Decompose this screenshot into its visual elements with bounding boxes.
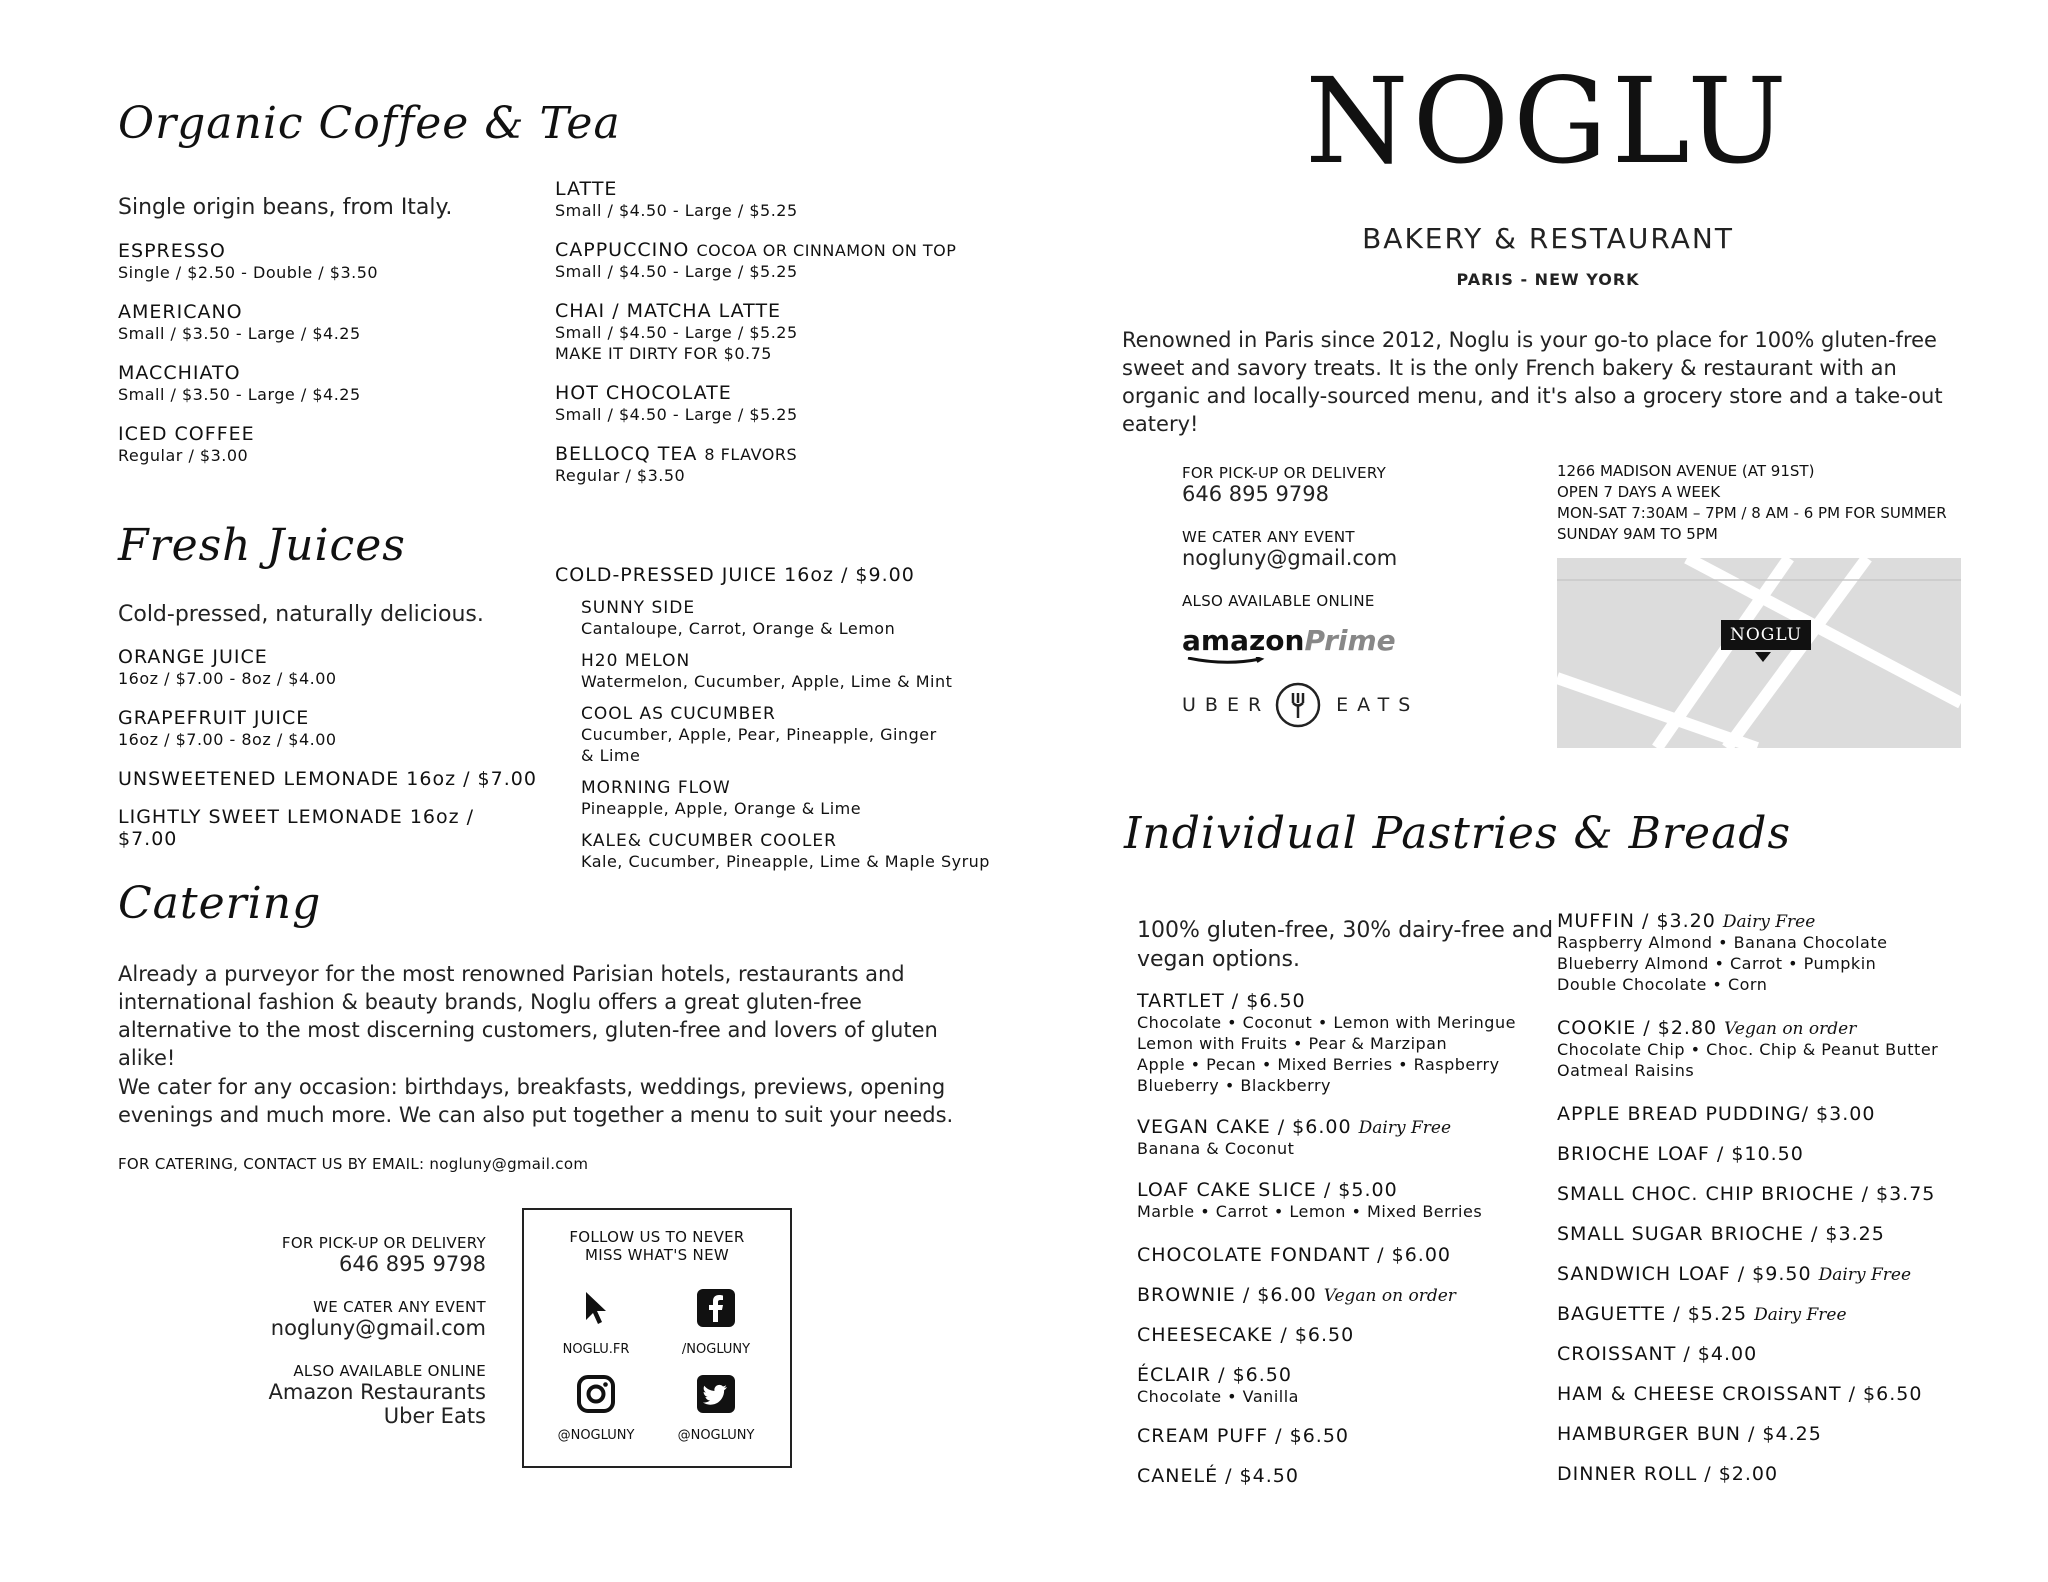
pastries-heading: Individual Pastries & Breads — [1124, 808, 1792, 859]
instagram-icon — [576, 1374, 616, 1414]
menu-item — [1137, 1425, 1557, 1447]
menu-item — [1557, 1303, 1997, 1325]
menu-item — [118, 423, 518, 466]
uber-word: UBER — [1182, 694, 1271, 716]
menu-item — [1137, 1284, 1557, 1306]
menu-item — [555, 178, 995, 221]
menu-item — [1137, 1324, 1557, 1346]
pickup-label: FOR PICK-UP OR DELIVERY — [1182, 464, 1387, 482]
item-name: CHEESECAKE / $6.50 — [1137, 1324, 1355, 1346]
menu-item — [1557, 910, 1997, 995]
item-detail: Small / $4.50 - Large / $5.25 — [555, 262, 798, 281]
coffee-intro: Single origin beans, from Italy. — [118, 195, 453, 220]
address-line: 1266 MADISON AVENUE (AT 91ST) — [1557, 462, 1815, 480]
brand-logo: NOGLU — [1305, 52, 1791, 190]
catering-para-1: Already a purveyor for the most renowned Parisian hotels, restaurants and international fashion & beauty brands, Noglu offers a great gluten-free alternative to the most discerning customers, gluten-free and lovers of gluten alike! — [118, 962, 938, 1070]
item-name: KALE& CUCUMBER COOLER — [581, 831, 837, 851]
fork-icon — [1274, 681, 1322, 729]
map-pin-label[interactable]: NOGLU — [1721, 620, 1811, 650]
online-uber: Uber Eats — [383, 1404, 486, 1428]
uber-eats-logo[interactable] — [1182, 681, 1482, 729]
item-name: HAMBURGER BUN / $4.25 — [1557, 1423, 1822, 1445]
cold-pressed-list — [581, 598, 1001, 884]
item-note: Dairy Free — [1358, 1118, 1452, 1138]
menu-item — [118, 768, 538, 790]
item-name: LATTE — [555, 178, 618, 200]
item-note: Dairy Free — [1722, 912, 1816, 932]
pickup-label: FOR PICK-UP OR DELIVERY — [281, 1234, 486, 1252]
menu-item — [118, 806, 538, 850]
address-block — [1557, 461, 1997, 545]
menu-item — [1557, 1103, 1997, 1125]
item-name: VEGAN CAKE / $6.00 Dairy Free — [1137, 1116, 1452, 1138]
item-detail: Small / $4.50 - Large / $5.25 — [555, 405, 798, 424]
twitter-icon — [696, 1374, 736, 1414]
social-box — [522, 1208, 792, 1468]
item-detail: Pineapple, Apple, Orange & Lime — [581, 799, 862, 818]
online-label: ALSO AVAILABLE ONLINE — [293, 1362, 486, 1380]
item-detail: 16oz / $7.00 - 8oz / $4.00 — [118, 669, 337, 688]
item-detail: Marble • Carrot • Lemon • Mixed Berries — [1137, 1202, 1483, 1221]
online-amazon: Amazon Restaurants — [268, 1380, 486, 1404]
item-name: HAM & CHEESE CROISSANT / $6.50 — [1557, 1383, 1923, 1405]
item-detail: Double Chocolate • Corn — [1557, 975, 1768, 994]
item-name: COOL AS CUCUMBER — [581, 704, 776, 724]
social-label: @NOGLUNY — [557, 1428, 635, 1443]
item-name: BROWNIE / $6.00 Vegan on order — [1137, 1284, 1456, 1306]
hours-line: OPEN 7 DAYS A WEEK — [1557, 483, 1721, 501]
social-facebook[interactable] — [666, 1288, 766, 1357]
item-name: CREAM PUFF / $6.50 — [1137, 1425, 1349, 1447]
menu-item — [118, 240, 518, 283]
item-detail: Chocolate • Vanilla — [1137, 1387, 1299, 1406]
menu-item — [1557, 1263, 1997, 1285]
social-title-2: MISS WHAT'S NEW — [585, 1246, 729, 1264]
item-name: ESPRESSO — [118, 240, 226, 262]
cursor-icon — [576, 1288, 616, 1328]
menu-item — [1137, 990, 1557, 1096]
item-name: AMERICANO — [118, 301, 243, 323]
menu-item — [1557, 1423, 1997, 1445]
item-name: LOAF CAKE SLICE / $5.00 — [1137, 1179, 1398, 1201]
eats-word: EATS — [1336, 694, 1420, 716]
item-extra: 8 FLAVORS — [704, 445, 798, 464]
menu-item — [1137, 1364, 1557, 1407]
item-note: Vegan on order — [1724, 1019, 1857, 1039]
item-name: DINNER ROLL / $2.00 — [1557, 1463, 1779, 1485]
item-detail: Small / $3.50 - Large / $4.25 — [118, 324, 361, 343]
catering-contact: FOR CATERING, CONTACT US BY EMAIL: nogluny@gmail.com — [118, 1155, 589, 1173]
item-detail: Cantaloupe, Carrot, Orange & Lemon — [581, 619, 896, 638]
map-pin-pointer — [1755, 652, 1771, 662]
phone-number: 646 895 9798 — [1182, 482, 1329, 506]
item-detail: Single / $2.50 - Double / $3.50 — [118, 263, 379, 282]
menu-item — [1557, 1343, 1997, 1365]
item-name: UNSWEETENED LEMONADE 16oz / $7.00 — [118, 768, 537, 790]
item-name: LIGHTLY SWEET LEMONADE 16oz / $7.00 — [118, 806, 475, 850]
catering-para-2: We cater for any occasion: birthdays, breakfasts, weddings, previews, opening evenings and much more. We can also put together a menu to suit your needs. — [118, 1075, 954, 1127]
item-note: Dairy Free — [1818, 1265, 1912, 1285]
pastries-intro: 100% gluten-free, 30% dairy-free and vegan options. — [1137, 918, 1554, 972]
menu-item — [1137, 1244, 1557, 1266]
juices-heading: Fresh Juices — [118, 520, 406, 571]
menu-item — [581, 598, 1001, 639]
item-name: GRAPEFRUIT JUICE — [118, 707, 310, 729]
item-note: Vegan on order — [1323, 1286, 1456, 1306]
social-website[interactable] — [546, 1288, 646, 1357]
item-name: HOT CHOCOLATE — [555, 382, 732, 404]
item-name: SANDWICH LOAF / $9.50 Dairy Free — [1557, 1263, 1912, 1285]
menu-item — [581, 704, 1001, 766]
hours-line: MON-SAT 7:30AM – 7PM / 8 AM - 6 PM FOR SUMMER — [1557, 504, 1947, 522]
brand-subtitle: BAKERY & RESTAURANT — [1362, 222, 1734, 255]
item-name: BAGUETTE / $5.25 Dairy Free — [1557, 1303, 1847, 1325]
menu-item — [1557, 1223, 1997, 1245]
item-name: SUNNY SIDE — [581, 598, 696, 618]
item-detail: MAKE IT DIRTY FOR $0.75 — [555, 344, 772, 363]
item-name: APPLE BREAD PUDDING/ $3.00 — [1557, 1103, 1876, 1125]
item-name: SMALL SUGAR BRIOCHE / $3.25 — [1557, 1223, 1885, 1245]
brand-description: Renowned in Paris since 2012, Noglu is your go-to place for 100% gluten-free sweet and savory treats. It is the only French bakery & restaurant with an organic and locally-sourced menu, and it's also a grocery store and a take-out eatery! — [1122, 328, 1943, 436]
item-name: TARTLET / $6.50 — [1137, 990, 1306, 1012]
pastries-left-column — [1137, 990, 1557, 1505]
contact-left — [200, 1234, 486, 1428]
menu-item — [581, 651, 1001, 692]
item-detail: Apple • Pecan • Mixed Berries • Raspberry — [1137, 1055, 1500, 1074]
menu-item — [118, 707, 538, 750]
item-name: BELLOCQ TEA 8 FLAVORS — [555, 443, 798, 465]
coffee-heading: Organic Coffee & Tea — [118, 98, 621, 149]
menu-item — [1557, 1463, 1997, 1485]
item-name: CANELÉ / $4.50 — [1137, 1465, 1299, 1487]
item-detail: Watermelon, Cucumber, Apple, Lime & Mint — [581, 672, 953, 691]
item-detail: Small / $3.50 - Large / $4.25 — [118, 385, 361, 404]
coffee-right-column — [555, 178, 995, 504]
menu-item — [1137, 1116, 1557, 1159]
item-name: MUFFIN / $3.20 Dairy Free — [1557, 910, 1816, 932]
cold-pressed-title: COLD-PRESSED JUICE 16oz / $9.00 — [555, 564, 915, 586]
catering-heading: Catering — [118, 878, 322, 929]
pastries-right-column — [1557, 910, 1997, 1503]
menu-item — [118, 301, 518, 344]
hours-line: SUNDAY 9AM TO 5PM — [1557, 525, 1718, 543]
item-detail: Kale, Cucumber, Pineapple, Lime & Maple Syrup — [581, 852, 990, 871]
amazon-prime-logo[interactable] — [1182, 624, 1482, 657]
item-name: SMALL CHOC. CHIP BRIOCHE / $3.75 — [1557, 1183, 1936, 1205]
social-instagram[interactable] — [546, 1374, 646, 1443]
item-detail: & Lime — [581, 746, 641, 765]
juices-left-column — [118, 646, 538, 868]
item-name: ÉCLAIR / $6.50 — [1137, 1364, 1292, 1386]
coffee-left-column — [118, 240, 518, 484]
cater-label: WE CATER ANY EVENT — [313, 1298, 486, 1316]
social-title-1: FOLLOW US TO NEVER — [569, 1228, 745, 1246]
online-label: ALSO AVAILABLE ONLINE — [1182, 592, 1375, 610]
item-name: MORNING FLOW — [581, 778, 731, 798]
menu-item — [581, 778, 1001, 819]
item-note: Dairy Free — [1754, 1305, 1847, 1325]
item-detail: Cucumber, Apple, Pear, Pineapple, Ginger — [581, 725, 937, 744]
item-detail: Raspberry Almond • Banana Chocolate — [1557, 933, 1888, 952]
item-name: CHAI / MATCHA LATTE — [555, 300, 782, 322]
contact-right — [1182, 464, 1482, 729]
social-label: NOGLU.FR — [562, 1342, 630, 1357]
menu-item — [118, 362, 518, 405]
item-name: ICED COFFEE — [118, 423, 255, 445]
item-name: MACCHIATO — [118, 362, 241, 384]
menu-item — [1557, 1183, 1997, 1205]
item-name: CAPPUCCINO COCOA OR CINNAMON ON TOP — [555, 239, 957, 261]
juices-intro: Cold-pressed, naturally delicious. — [118, 602, 484, 627]
item-detail: Chocolate Chip • Choc. Chip & Peanut Butter — [1557, 1040, 1939, 1059]
item-name: BRIOCHE LOAF / $10.50 — [1557, 1143, 1804, 1165]
item-detail: Small / $4.50 - Large / $5.25 — [555, 201, 798, 220]
item-name: COOKIE / $2.80 Vegan on order — [1557, 1017, 1857, 1039]
item-detail: Banana & Coconut — [1137, 1139, 1295, 1158]
item-name: CROISSANT / $4.00 — [1557, 1343, 1758, 1365]
menu-item — [1137, 1179, 1557, 1222]
menu-item — [555, 300, 995, 364]
amazon-word: amazon — [1182, 624, 1305, 657]
social-label: /NOGLUNY — [681, 1342, 751, 1357]
item-detail: Regular / $3.50 — [555, 466, 686, 485]
item-name: CHOCOLATE FONDANT / $6.00 — [1137, 1244, 1452, 1266]
item-detail: Lemon with Fruits • Pear & Marzipan — [1137, 1034, 1448, 1053]
menu-item — [555, 382, 995, 425]
menu-item — [1557, 1017, 1997, 1081]
menu-item — [118, 646, 538, 689]
menu-item — [555, 443, 995, 486]
email-link[interactable]: nogluny@gmail.com — [270, 1316, 486, 1340]
prime-word: Prime — [1304, 624, 1396, 657]
menu-item — [1557, 1383, 1997, 1405]
cater-label: WE CATER ANY EVENT — [1182, 528, 1355, 546]
menu-item — [1137, 1465, 1557, 1487]
social-twitter[interactable] — [666, 1374, 766, 1443]
item-name: ORANGE JUICE — [118, 646, 268, 668]
item-detail: Small / $4.50 - Large / $5.25 — [555, 323, 798, 342]
menu-item — [555, 239, 995, 282]
social-label: @NOGLUNY — [677, 1428, 755, 1443]
facebook-icon — [696, 1288, 736, 1328]
menu-item — [581, 831, 1001, 872]
item-detail: Oatmeal Raisins — [1557, 1061, 1695, 1080]
menu-item — [1557, 1143, 1997, 1165]
location-map[interactable] — [1557, 558, 1961, 748]
brand-cities: PARIS - NEW YORK — [1456, 270, 1640, 289]
item-detail: Blueberry Almond • Carrot • Pumpkin — [1557, 954, 1877, 973]
email-link[interactable]: nogluny@gmail.com — [1182, 546, 1398, 570]
item-name: H20 MELON — [581, 651, 691, 671]
item-detail: 16oz / $7.00 - 8oz / $4.00 — [118, 730, 337, 749]
item-detail: Regular / $3.00 — [118, 446, 249, 465]
amazon-smile-icon — [1186, 657, 1266, 665]
item-extra: COCOA OR CINNAMON ON TOP — [696, 241, 957, 260]
item-detail: Chocolate • Coconut • Lemon with Meringue — [1137, 1013, 1516, 1032]
item-detail: Blueberry • Blackberry — [1137, 1076, 1331, 1095]
phone-number: 646 895 9798 — [339, 1252, 486, 1276]
